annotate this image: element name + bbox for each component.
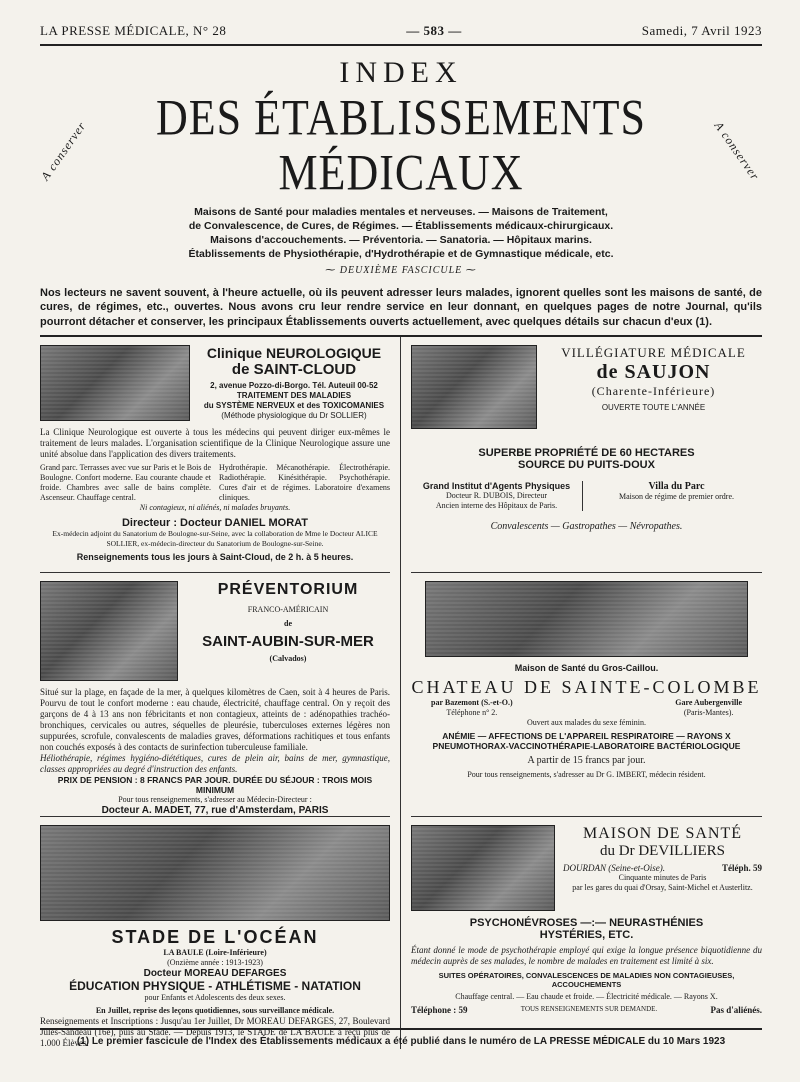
ad-info: Renseignements tous les jours à Saint-Cloud, de 2 h. à 5 heures. (76, 552, 354, 563)
footnote: (1) Le premier fascicule de l'Index des Établissements médicaux a été publié dans le numéro de LA PRESSE MÉDICALE du 10 Mars 1923 (40, 1028, 762, 1047)
a-conserver-left: A conserver (38, 118, 89, 184)
saujon-photo (411, 345, 537, 429)
ad-title: de SAINT-CLOUD (231, 361, 357, 379)
masthead-title: DES ÉTABLISSEMENTS MÉDICAUX (156, 89, 646, 202)
ad-line: TOUS RENSEIGNEMENTS SUR DEMANDE. (520, 1005, 658, 1014)
ad-line: par Bazemont (S.-et-O.) (431, 698, 513, 708)
ad-preventorium (40, 573, 390, 817)
subtitle-line: Maisons d'accouchements. — Préventoria. — Sanatoria. — Hôpitaux marins. (210, 233, 592, 246)
ad-line: Pas d'aliénés. (710, 1005, 762, 1016)
ad-paragraph: Hydrothérapie. Mécanothérapie. Électrothérapie. Radiothérapie. Kinésithérapie. Psychothérapie. Cures d'air et de régimes. Laboratoire d'examens cliniques. (219, 463, 390, 503)
ad-title: STADE DE L'OCÉAN (111, 927, 319, 948)
masthead-index: INDEX (339, 56, 463, 89)
ad-line: de (284, 619, 292, 629)
ad-line: SUITES OPÉRATOIRES, CONVALESCENCES DE MALADIES NON CONTAGIEUSES, ACCOUCHEMENTS (438, 971, 735, 990)
right-column (401, 337, 762, 1049)
ad-paragraph: Héliothérapie, régimes hygiéno-diététiques, cures de plein air, bains de mer, gymnastique, classes appropriées au degré d'instruction des enfants. (40, 753, 390, 775)
ad-address: 2, avenue Pozzo-di-Borgo. Tél. Auteuil 00-52 (210, 381, 378, 391)
ad-line: Villa du Parc (648, 481, 705, 493)
a-conserver-right: A conserver (711, 118, 762, 184)
ad-price: A partir de 15 francs par jour. (527, 755, 646, 767)
header-page-number: — 583 — (406, 23, 462, 38)
ad-line: (Calvados) (269, 654, 307, 664)
ad-line: Ex-médecin adjoint du Sanatorium de Boulogne-sur-Seine, avec la collaboration de Mme le Docteur ALICE SOLLIER, ex-médecin-directeur du Sanatorium de Boulogne-sur-Seine. (52, 529, 378, 549)
ad-line: DOURDAN (Seine-et-Oise). (563, 863, 665, 874)
chateau-photo (425, 581, 748, 657)
ad-line: PNEUMOTHORAX-VACCINOTHÉRAPIE-LABORATOIRE BACTÉRIOLOGIQUE (432, 741, 741, 752)
ad-line: PSYCHONÉVROSES —:— NEURASTHÉNIES (469, 917, 704, 930)
intro-paragraph: Nos lecteurs ne savent souvent, à l'heure actuelle, où ils peuvent adresser leurs malades, ignorent quelles sont les maisons de santé, de cures, de régimes, etc., ouvertes. Nous avons cru leur rendre service en leur donnant, en quelques pages de notre Journal, qu'ils pourront détacher et conserver, les principaux Établissements ouverts actuellement, avec quelques détails sur chacun d'eux (1). (40, 286, 762, 338)
ad-line: (Onzième année : 1913-1923) (167, 958, 263, 968)
ad-director: Directeur : Docteur DANIEL MORAT (121, 517, 308, 530)
ad-devilliers (411, 817, 762, 1049)
header-date: Samedi, 7 Avril 1923 (641, 23, 762, 38)
ad-line: pour Enfants et Adolescents des deux sexes. (144, 993, 286, 1003)
ad-line: Pour tous renseignements, s'adresser au Médecin-Directeur : (118, 795, 312, 805)
ad-line: Téléphone : 59 (411, 1005, 468, 1016)
ad-paragraph: Grand parc. Terrasses avec vue sur Paris et le Bois de Boulogne. Confort moderne. Eau courante chaude et froide. Chambres avec salle de bains complète. Ascenseur. Chauffage central. (40, 463, 212, 503)
ad-line: Grand Institut d'Agents Physiques (422, 481, 571, 492)
subtitle-line: Établissements de Physiothérapie, d'Hydrothérapie et de Gymnastique médicale, etc. (188, 247, 614, 260)
ad-line: Cinquante minutes de Paris (618, 873, 707, 883)
ad-line: SUPERBE PROPRIÉTÉ DE 60 HECTARES (478, 447, 695, 460)
ad-line: (Charente-Inférieure) (591, 384, 716, 399)
ad-title: du Dr DEVILLIERS (600, 843, 725, 860)
ad-title: SAINT-AUBIN-SUR-MER (202, 633, 374, 651)
maison-photo (411, 825, 555, 911)
ad-line: Gare Aubergenville (675, 698, 742, 708)
ad-saujon (411, 337, 762, 573)
ad-clinique-neurologique (40, 337, 390, 573)
ad-line: par les gares du quai d'Orsay, Saint-Michel et Austerlitz. (572, 883, 753, 893)
ad-title: MAISON DE SANTÉ (583, 825, 742, 843)
fascicule-text: DEUXIÈME FASCICULE (339, 264, 463, 276)
ad-line: HYSTÉRIES, ETC. (539, 929, 634, 942)
masthead (40, 58, 762, 276)
header-journal: LA PRESSE MÉDICALE, N° 28 (40, 23, 227, 38)
ad-line: TRAITEMENT DES MALADIES (236, 391, 352, 401)
ad-line: ANÉMIE — AFFECTIONS DE L'APPAREIL RESPIRATOIRE — RAYONS X (442, 731, 731, 742)
left-column (40, 337, 401, 1049)
ad-line: Pour tous renseignements, s'adresser au Dr G. IMBERT, médecin résident. (467, 770, 706, 780)
stadium-photo (40, 825, 390, 921)
ad-line: Ancien interne des Hôpitaux de Paris. (435, 501, 558, 511)
ad-sainte-colombe (411, 573, 762, 817)
ad-paragraph: Situé sur la plage, en façade de la mer, à quelques kilomètres de Caen, soit à 4 heures de Paris. Pourvu de tout le confort moderne : eau chaude, électricité, chauffage central. On y reçoit des garçons de 4 à 13 ans non fébricitants et non contagieux, atteints de : adénopathies trachéo-bronchiques, cervicales ou autres, séquelles de pleurésie, tuberculoses externes légères non suppurées, scrofule, convalescents de maladies graves, déformations rachitiques et tous enfants non couchés exposés à des contacts de surinfection tuberculeuse familiale. (40, 687, 390, 753)
ad-paragraph: La Clinique Neurologique est ouverte à tous les médecins qui peuvent diriger eux-mêmes le traitement de leurs malades. L'organisation scientifique de la Clinique Neurologique assure une unité absolue dans l'application des divers traitements. (40, 427, 390, 460)
ad-line: Téléphone n° 2. (446, 708, 498, 718)
ad-title: ÉDUCATION PHYSIQUE - ATHLÉTISME - NATATION (69, 979, 361, 994)
ad-caption: Maison de Santé du Gros-Caillou. (514, 663, 659, 674)
ad-line: Maison de régime de premier ordre. (618, 492, 735, 502)
subtitle-line: de Convalescence, de Cures, de Régimes. — Établissements médicaux-chirurgicaux. (188, 219, 614, 232)
ad-title: VILLÉGIATURE MÉDICALE (561, 345, 746, 361)
ad-line: Ouvert aux malades du sexe féminin. (526, 718, 647, 728)
ad-title: PRÉVENTORIUM (217, 581, 359, 599)
ad-paragraph: Étant donné le mode de psychothérapie employé qui exige la longue présence biquotidienne du médecin auprès de ses malades, le nombre de malades en traitement est limité à six. (411, 945, 762, 967)
ad-line: du SYSTÈME NERVEUX et des TOXICOMANIES (203, 401, 385, 411)
ad-price: PRIX DE PENSION : 8 FRANCS PAR JOUR. DURÉE DU SÉJOUR : TROIS MOIS MINIMUM (57, 775, 373, 796)
ad-line: Téléph. 59 (721, 863, 762, 874)
ad-line: Ni contagieux, ni aliénés, ni malades bruyants. (139, 503, 291, 513)
ad-paragraph: Renseignements et Inscriptions : Jusqu'au 1er Juillet, Dr MOREAU DEFARGES, 27, Boulevard Jules-Sandeau (16e), puis au Stade. — Depuis 1913, le STADE de LA BAULE a reçu plus de 1.000 Élèves. (40, 1016, 390, 1049)
ad-line: Docteur R. DUBOIS, Directeur (445, 491, 548, 501)
subtitle-line: Maisons de Santé pour maladies mentales et nerveuses. — Maisons de Traitement, (194, 205, 608, 218)
ad-director: Docteur MOREAU DEFARGES (143, 968, 287, 980)
ad-stade-ocean (40, 817, 390, 1049)
ad-line: Chauffage central. — Eau chaude et froide. — Électricité médicale. — Rayons X. (455, 992, 718, 1002)
ad-title: CHATEAU DE SAINTE-COLOMBE (411, 677, 762, 698)
ad-line: En Juillet, reprise des leçons quotidiennes, sous surveillance médicale. (95, 1006, 335, 1016)
preventorium-photo (40, 581, 178, 681)
fascicule-label: ⁓ DEUXIÈME FASCICULE ⁓ (325, 264, 477, 276)
ad-title: Clinique NEUROLOGIQUE (206, 345, 382, 362)
ad-line: (Paris-Mantes). (683, 708, 734, 718)
clinic-photo (40, 345, 190, 421)
ad-line: (Méthode physiologique du Dr SOLLIER) (221, 411, 367, 421)
ad-line: Convalescents — Gastropathes — Névropathes. (490, 521, 683, 533)
masthead-subtitle (40, 205, 762, 261)
ad-line: SOURCE DU PUITS-DOUX (518, 459, 655, 472)
ad-line: OUVERTE TOUTE L'ANNÉE (601, 403, 706, 413)
ad-line: FRANCO-AMÉRICAIN (247, 605, 329, 615)
ad-line: LA BAULE (Loire-Inférieure) (163, 948, 267, 958)
ad-title: de SAUJON (596, 361, 711, 384)
running-header (40, 0, 762, 46)
ad-director: Docteur A. MADET, 77, rue d'Amsterdam, PARIS (101, 805, 329, 817)
ads-grid (40, 337, 762, 1049)
